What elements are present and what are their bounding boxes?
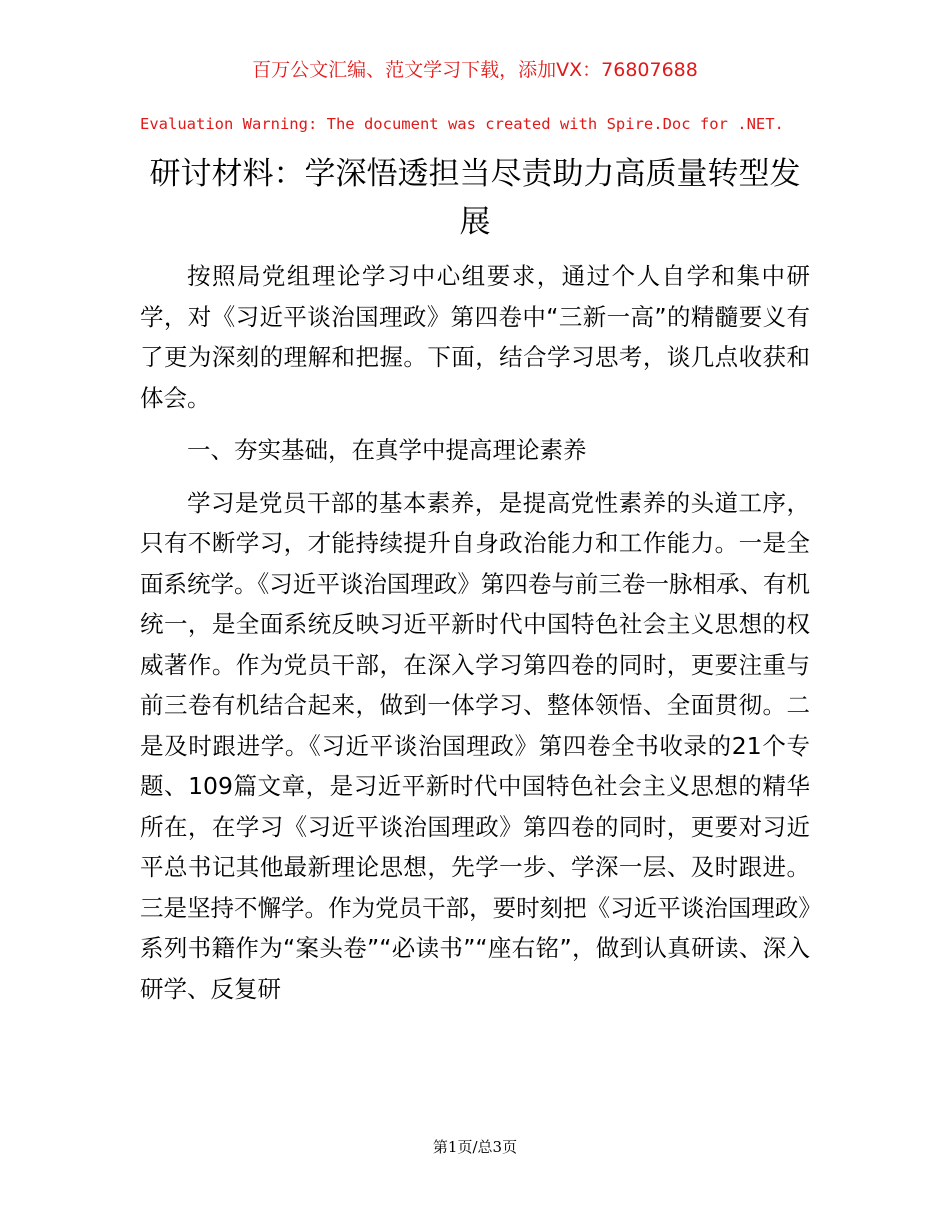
ad-banner: 百万公文汇编、范文学习下载，添加VX：76807688 xyxy=(252,59,698,81)
section-heading: 一、夯实基础，在真学中提高理论素养 xyxy=(187,436,587,464)
document-body xyxy=(140,256,810,1009)
document-title: 研讨材料：学深悟透担当尽责助力高质量转型发展 xyxy=(149,156,801,240)
section-paragraph: 学习是党员干部的基本素养，是提高党性素养的头道工序，只有不断学习，才能持续提升自身政治能力和工作能力。一是全面系统学。《习近平谈治国理政》第四卷与前三卷一脉相承、有机统一，是全面系统反映习近平新时代中国特色社会主义思想的权威著作。作为党员干部，在深入学习第四卷的同时，更要注重与前三卷有机结合起来，做到一体学习、整体领悟、全面贯彻。二是及时跟进学。《习近平谈治国理政》第四卷全书收录的21个专题、109篇文章，是习近平新时代中国特色社会主义思想的精华所在，在学习《习近平谈治国理政》第四卷的同时，更要对习近平总书记其他最新理论思想，先学一步、学深一层、及时跟进。三是坚持不懈学。作为党员干部，要时刻把《习近平谈治国理政》系列书籍作为“案头卷”“必读书”“座右铭”，做到认真研读、深入研学、反复研 xyxy=(140,488,810,1003)
evaluation-warning: Evaluation Warning: The document was created with Spire.Doc for .NET. xyxy=(140,115,784,133)
intro-paragraph: 按照局党组理论学习中心组要求，通过个人自学和集中研学，对《习近平谈治国理政》第四卷中“三新一高”的精髓要义有了更为深刻的理解和把握。下面，结合学习思考，谈几点收获和体会。 xyxy=(140,262,810,412)
page-indicator: 第1页/总3页 xyxy=(432,1138,518,1156)
